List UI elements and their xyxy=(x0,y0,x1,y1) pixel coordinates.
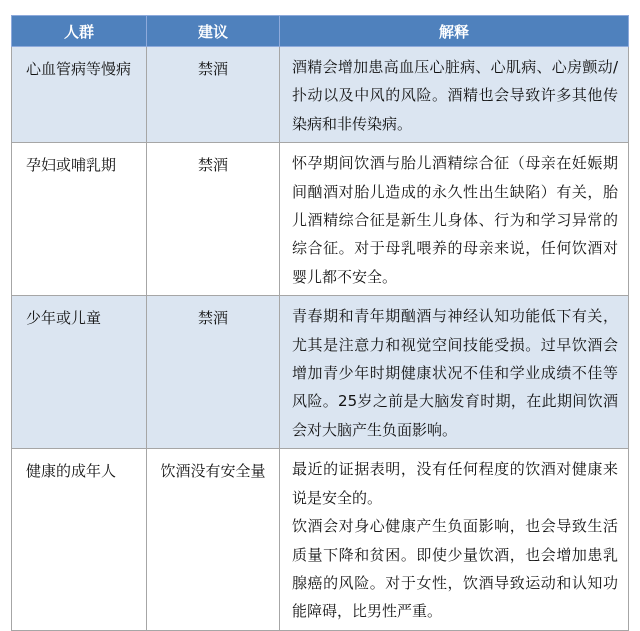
advice-cell: 禁酒 xyxy=(147,47,280,143)
header-row xyxy=(12,16,629,47)
table-row xyxy=(12,143,629,296)
population-cell: 健康的成年人 xyxy=(12,449,147,630)
explanation-cell xyxy=(280,296,629,449)
explanation-paragraph: 饮酒会对身心健康产生负面影响，也会导致生活质量下降和贫困。即使少量饮酒，也会增加患乳腺癌的风险。对于女性，饮酒导致运动和认知功能障碍，比男性严重。 xyxy=(292,517,618,621)
alcohol-advice-table-container xyxy=(11,15,628,631)
explanation-paragraph: 酒精会增加患高血压心脏病、心肌病、心房颤动/扑动以及中风的风险。酒精也会导致许多其他传染病和非传染病。 xyxy=(292,58,618,133)
advice-cell: 禁酒 xyxy=(147,143,280,296)
explanation-cell xyxy=(280,47,629,143)
table-row xyxy=(12,296,629,449)
advice-cell: 饮酒没有安全量 xyxy=(147,449,280,630)
explanation-paragraph: 青春期和青年期酗酒与神经认知功能低下有关，尤其是注意力和视觉空间技能受损。过早饮酒会增加青少年时期健康状况不佳和学业成绩不佳等风险。25岁之前是大脑发育时期，在此期间饮酒会对大脑产生负面影响。 xyxy=(292,307,618,439)
population-cell: 孕妇或哺乳期 xyxy=(12,143,147,296)
explanation-cell xyxy=(280,449,629,630)
alcohol-advice-table xyxy=(11,15,629,631)
explanation-cell xyxy=(280,143,629,296)
header-advice: 建议 xyxy=(147,16,280,47)
table-row xyxy=(12,449,629,630)
header-explanation: 解释 xyxy=(280,16,629,47)
explanation-paragraph: 怀孕期间饮酒与胎儿酒精综合征（母亲在妊娠期间酗酒对胎儿造成的永久性出生缺陷）有关，胎儿酒精综合征是新生儿身体、行为和学习异常的综合征。对于母乳喂养的母亲来说，任何饮酒对婴儿都不安全。 xyxy=(292,154,618,286)
table-row xyxy=(12,47,629,143)
advice-cell: 禁酒 xyxy=(147,296,280,449)
explanation-paragraph: 最近的证据表明，没有任何程度的饮酒对健康来说是安全的。 xyxy=(292,460,618,507)
population-cell: 心血管病等慢病 xyxy=(12,47,147,143)
header-population: 人群 xyxy=(12,16,147,47)
population-cell: 少年或儿童 xyxy=(12,296,147,449)
